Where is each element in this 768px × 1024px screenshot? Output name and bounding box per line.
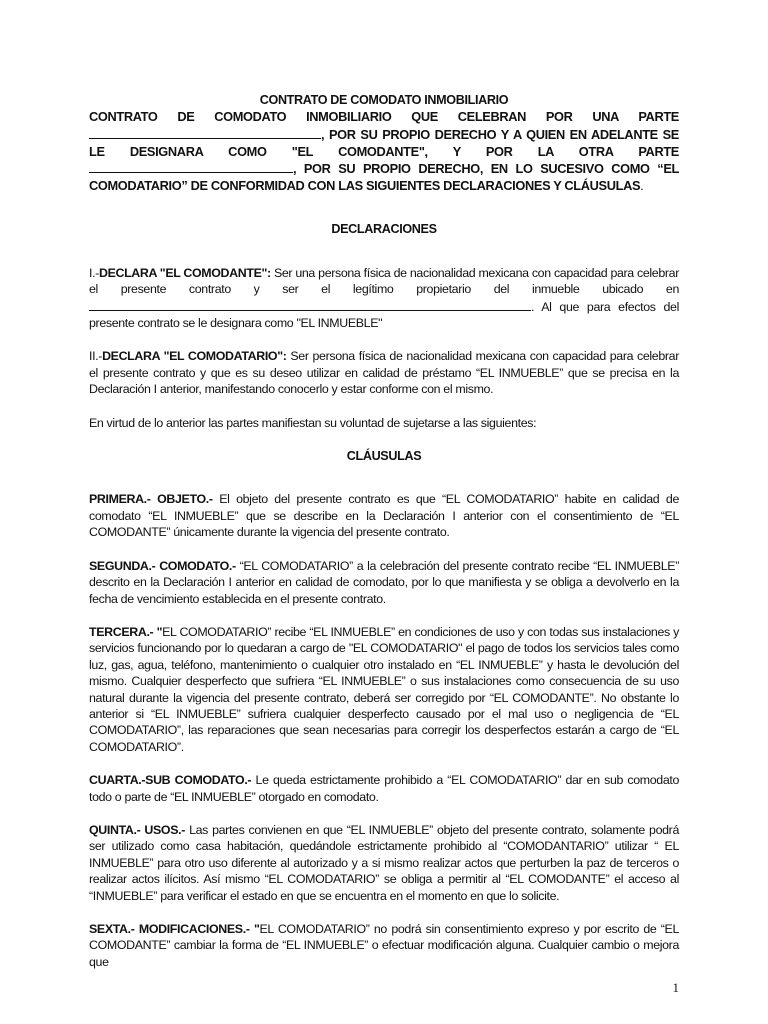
declaration-1-label: DECLARA "EL COMODANTE": xyxy=(98,265,271,280)
document-body xyxy=(89,92,679,970)
clause-text: EL COMODATARIO” no podrá sin consentimiento expreso y por escrito de “EL COMODANTE” cambiar la forma de “EL INMUEBLE” o efectuar modificación alguna. Cualquier cambio o mejora que xyxy=(89,922,680,969)
intro-paragraph xyxy=(89,108,679,194)
clause-text: Le queda estrictamente prohibido a “EL COMODATARIO” dar en sub comodato todo o parte de “EL INMUEBLE” otorgado en comodato. xyxy=(89,773,679,804)
clause-label: SEXTA.- MODIFICACIONES.- " xyxy=(89,922,260,937)
clause-segunda xyxy=(89,558,679,607)
blank-line-comodatario xyxy=(89,160,293,173)
intro-text-2: , POR SU PROPIO DERECHO Y A QUIEN EN ADELANTE SE LE DESIGNARA COMO "EL COMODANTE", Y POR LA OTRA PARTE xyxy=(89,126,679,159)
clause-text: El objeto del presente contrato es que “EL COMODATARIO” habite en calidad de comodato “EL INMUEBLE” que se describe en la Declaración I anterior con el consentimiento de “EL COMODANTE” únicamente durante la vigencia del presente contrato. xyxy=(89,492,679,540)
clause-label: TERCERA.- " xyxy=(89,624,163,639)
declaration-1 xyxy=(89,265,679,332)
clause-label: PRIMERA.- OBJETO.- xyxy=(89,492,213,507)
clause-sexta xyxy=(89,921,679,970)
intro-end: . xyxy=(640,178,644,194)
clause-text: Las partes convienen en que “EL INMUEBLE” objeto del presente contrato, solamente podrá ser utilizado como casa habitación, quedándole estrictamente prohibido al “COMODANTARIO” utilizar “ EL INMUEBLE” para otro uso diferente al autorizado y a si mismo realizar actos que perturben la paz de terceros o realizar actos ilícitos. Así mismo “EL COMODATARIO” se obliga a permitir al “EL COMODANTE” el acceso al “INMUEBLE” para verificar el estado en que se encuentra en el momento en que lo solicite. xyxy=(89,822,679,903)
virtue-paragraph: En virtud de lo anterior las partes manifiestan su voluntad de sujetarse a las siguientes: xyxy=(89,415,537,430)
clause-label: CUARTA.-SUB COMODATO.- xyxy=(89,773,252,788)
clause-label: QUINTA.- USOS.- xyxy=(89,822,186,837)
clause-primera xyxy=(89,491,679,540)
clause-label: SEGUNDA.- COMODATO.- xyxy=(89,558,236,573)
clause-cuarta xyxy=(89,772,679,805)
declaration-2-text: Ser persona física de nacionalidad mexicana con capacidad para celebrar el presente contrato y que es su deseo utilizar en calidad de préstamo “EL INMUEBLE” que se precisa en la Declaración I anterior, manifestando conocerlo y estar conforme con el mismo. xyxy=(89,349,679,397)
intro-text-1: CONTRATO DE COMODATO INMOBILIARIO QUE CELEBRAN POR UNA PARTE xyxy=(89,109,679,125)
page-number: 1 xyxy=(672,980,679,995)
intro-text-3: , POR SU PROPIO DERECHO, EN LO SUCESIVO COMO “EL COMODATARIO” DE CONFORMIDAD CON LAS SIGUIENTES DECLARACIONES Y CLÁUSULAS xyxy=(89,161,679,194)
document-title: CONTRATO DE COMODATO INMOBILIARIO xyxy=(259,93,509,107)
blank-line-address xyxy=(89,298,531,311)
clause-text: EL COMODATARIO” recibe “EL INMUEBLE” en condiciones de uso y con todas sus instalaciones y servicios funcionando por lo quedaran a cargo de "EL COMODATARIO" el pago de todos los servicios tales como luz, gas, agua, teléfono, mantenimiento o cualquier otro instalado en “EL INMUEBLE” y hasta le devolución del mismo. Cualquier desperfecto que sufriera “EL INMUEBLE” o sus instalaciones como consecuencia de su uso natural durante la vigencia del presente contrato, deberá ser corregido por “EL COMODANTE”. No obstante lo anterior si “EL INMUEBLE” sufriera cualquier desperfecto causado por el mal uso o negligencia de “EL COMODATARIO”, las reparaciones que sean necesarias para corregir los desperfectos estarán a cargo de “EL COMODATARIO”. xyxy=(89,624,679,754)
declaration-2-prefix: II.- xyxy=(89,349,103,364)
declaration-1-text-2: . Al que para efectos del presente contrato se le designara como "EL INMUEBLE" xyxy=(89,299,679,331)
declaration-2 xyxy=(89,348,679,397)
declaration-2-label: DECLARA "EL COMODATARIO": xyxy=(102,349,287,364)
blank-line-comodante xyxy=(89,126,321,139)
clause-text: “EL COMODATARIO” a la celebración del presente contrato recibe “EL INMUEBLE” descrito en la Declaración I anterior en calidad de comodato, por lo que manifiesta y se obliga a devolverlo en la fecha de vencimiento establecida en el presente contrato. xyxy=(89,558,679,606)
declarations-heading: DECLARACIONES xyxy=(331,222,437,237)
clause-tercera xyxy=(89,624,679,755)
clauses-heading: CLÁUSULAS xyxy=(346,449,422,464)
clause-quinta xyxy=(89,822,679,904)
declaration-1-text: Ser una persona física de nacionalidad mexicana con capacidad para celebrar el presente contrato y ser el legítimo propietario del inmueble ubicado en xyxy=(89,265,679,297)
declaration-1-prefix: I.- xyxy=(89,265,99,280)
